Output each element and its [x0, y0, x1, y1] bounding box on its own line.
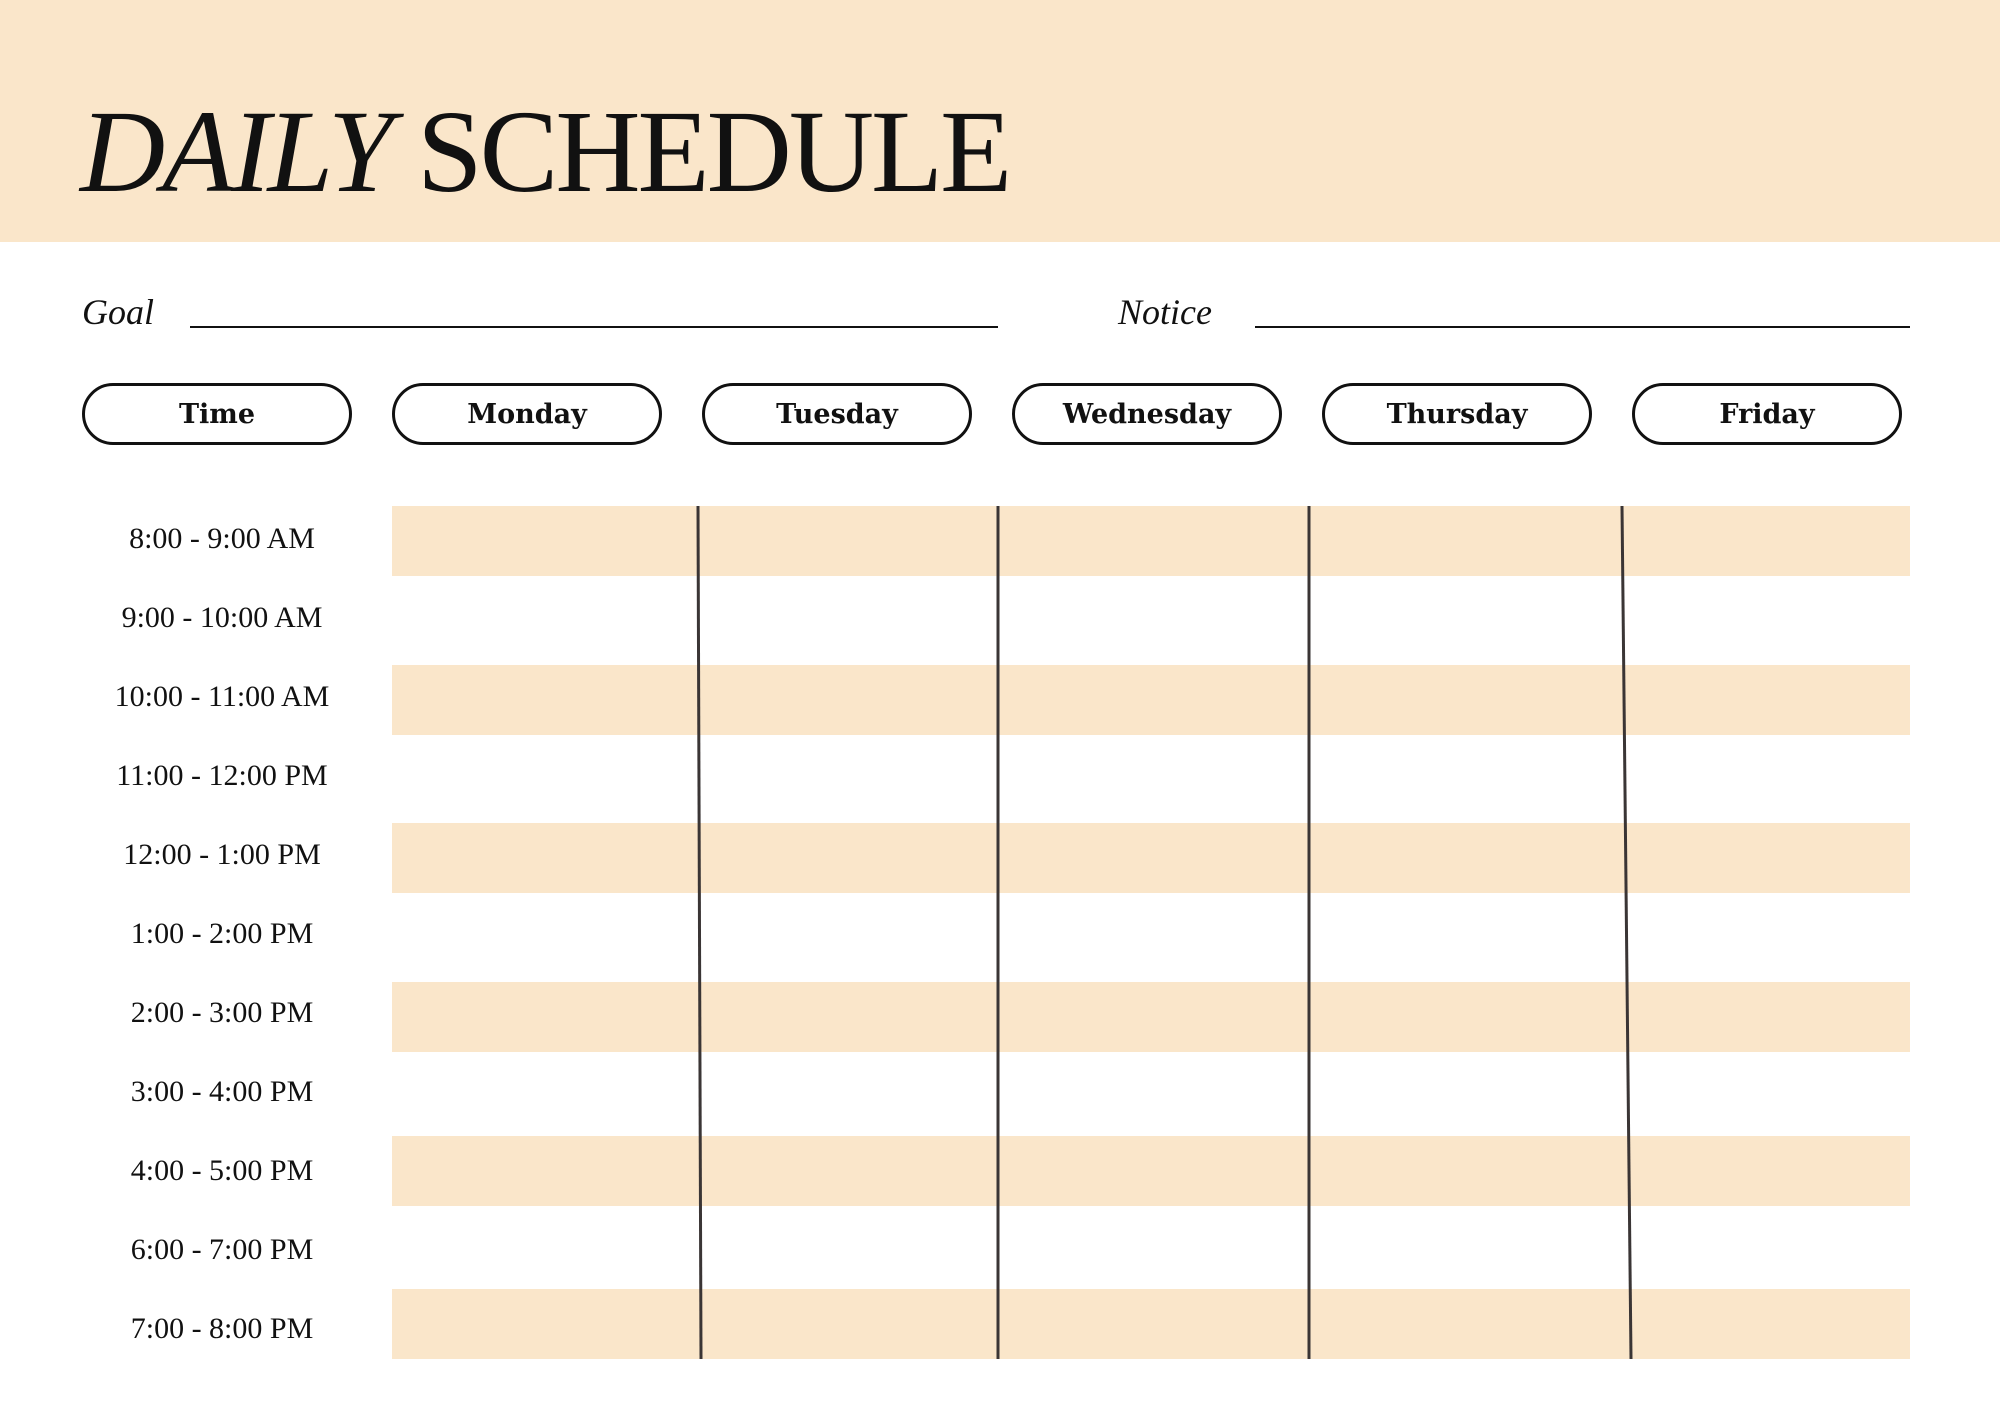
column-header-monday: Monday — [392, 383, 662, 445]
time-slot-label: 6:00 - 7:00 PM — [130, 1233, 314, 1266]
goal-label: Goal — [82, 292, 154, 332]
time-slot-label: 7:00 - 8:00 PM — [130, 1312, 314, 1345]
column-header-friday: Friday — [1632, 383, 1902, 445]
column-header-thursday: Thursday — [1322, 383, 1592, 445]
title-italic: DAILY — [80, 86, 391, 217]
row-stripe — [392, 665, 1910, 735]
time-slot-label: 10:00 - 11:00 AM — [114, 680, 330, 713]
row-stripe — [392, 982, 1910, 1052]
time-slot-label: 1:00 - 2:00 PM — [130, 917, 314, 950]
time-slot-label: 12:00 - 1:00 PM — [123, 838, 321, 871]
column-header-wednesday: Wednesday — [1012, 383, 1282, 445]
row-stripe — [392, 506, 1910, 576]
notice-label: Notice — [1118, 292, 1212, 332]
column-header-tuesday: Tuesday — [702, 383, 972, 445]
column-header-time: Time — [82, 383, 352, 445]
time-slot-label: 3:00 - 4:00 PM — [130, 1075, 314, 1108]
row-stripe — [392, 1289, 1910, 1359]
row-stripe — [392, 823, 1910, 893]
notice-field[interactable] — [1255, 326, 1910, 328]
time-slot-label: 4:00 - 5:00 PM — [130, 1154, 314, 1187]
goal-field[interactable] — [190, 326, 998, 328]
page-title — [80, 82, 1009, 222]
time-slot-label: 2:00 - 3:00 PM — [130, 996, 314, 1029]
title-rest: SCHEDULE — [416, 86, 1010, 217]
time-slot-label: 11:00 - 12:00 PM — [116, 759, 328, 792]
time-slot-label: 8:00 - 9:00 AM — [129, 522, 315, 555]
time-slot-label: 9:00 - 10:00 AM — [121, 601, 323, 634]
row-stripe — [392, 1136, 1910, 1206]
schedule-grid — [392, 506, 1910, 1359]
